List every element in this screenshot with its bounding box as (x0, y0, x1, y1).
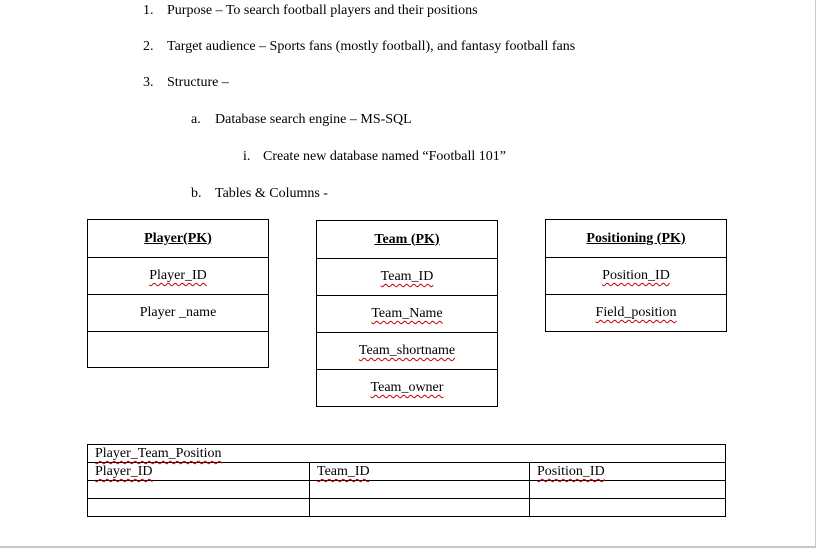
cell-text: Position_ID (537, 464, 605, 479)
list-text: Purpose – To search football players and their positions (167, 3, 478, 18)
ptp-empty-cell (530, 499, 726, 517)
table-cell (317, 259, 498, 296)
table-cell (317, 296, 498, 333)
list-number: a. (191, 112, 201, 127)
list-text: Tables & Columns - (215, 186, 328, 201)
ptp-empty-cell (88, 481, 310, 499)
player-table (87, 219, 269, 368)
table-cell (317, 333, 498, 370)
sublist-item-create-database (243, 148, 506, 166)
ptp-title-cell (88, 445, 726, 463)
ptp-empty-cell (310, 499, 530, 517)
list-number: i. (243, 149, 251, 164)
positioning-table (545, 219, 727, 332)
ptp-column-header (88, 463, 310, 481)
list-text: Target audience – Sports fans (mostly football), and fantasy football fans (167, 39, 576, 54)
team-table (316, 220, 498, 407)
ptp-title: Player_Team_Position (95, 446, 222, 461)
cell-text: Team_ID (317, 464, 370, 479)
list-item-target-audience (143, 38, 575, 56)
positioning-table-header: Positioning (PK) (546, 220, 727, 258)
ptp-column-header (310, 463, 530, 481)
player-team-position-table (87, 444, 726, 517)
list-number: 3. (143, 75, 154, 90)
list-number: 1. (143, 3, 154, 18)
table-cell (88, 258, 269, 295)
table-cell (317, 370, 498, 407)
ptp-empty-cell (88, 499, 310, 517)
sublist-item-tables-columns (191, 185, 328, 203)
ptp-column-header (530, 463, 726, 481)
list-number: b. (191, 186, 202, 201)
cell-text: Team_Name (371, 306, 443, 321)
cell-text: Field_position (595, 305, 677, 320)
sublist-item-search-engine (191, 111, 412, 129)
cell-text: Team_ID (380, 269, 434, 284)
table-cell (88, 295, 269, 332)
cell-text: Team_shortname (358, 343, 456, 358)
team-table-header: Team (PK) (317, 221, 498, 259)
list-item-purpose (143, 2, 478, 20)
cell-text: Player _name (139, 305, 217, 320)
cell-text: Position_ID (602, 268, 670, 283)
list-text: Create new database named “Football 101” (263, 149, 506, 164)
table-cell-empty (88, 332, 269, 368)
cell-text: Player_ID (149, 268, 207, 283)
list-item-structure (143, 74, 229, 92)
ptp-empty-cell (310, 481, 530, 499)
list-number: 2. (143, 39, 154, 54)
cell-text: Team_owner (370, 380, 444, 395)
list-text: Structure – (167, 75, 229, 90)
cell-text: Player_ID (95, 464, 153, 479)
list-text: Database search engine – MS-SQL (215, 112, 412, 127)
ptp-empty-cell (530, 481, 726, 499)
table-cell (546, 258, 727, 295)
table-cell (546, 295, 727, 332)
player-table-header: Player(PK) (88, 220, 269, 258)
